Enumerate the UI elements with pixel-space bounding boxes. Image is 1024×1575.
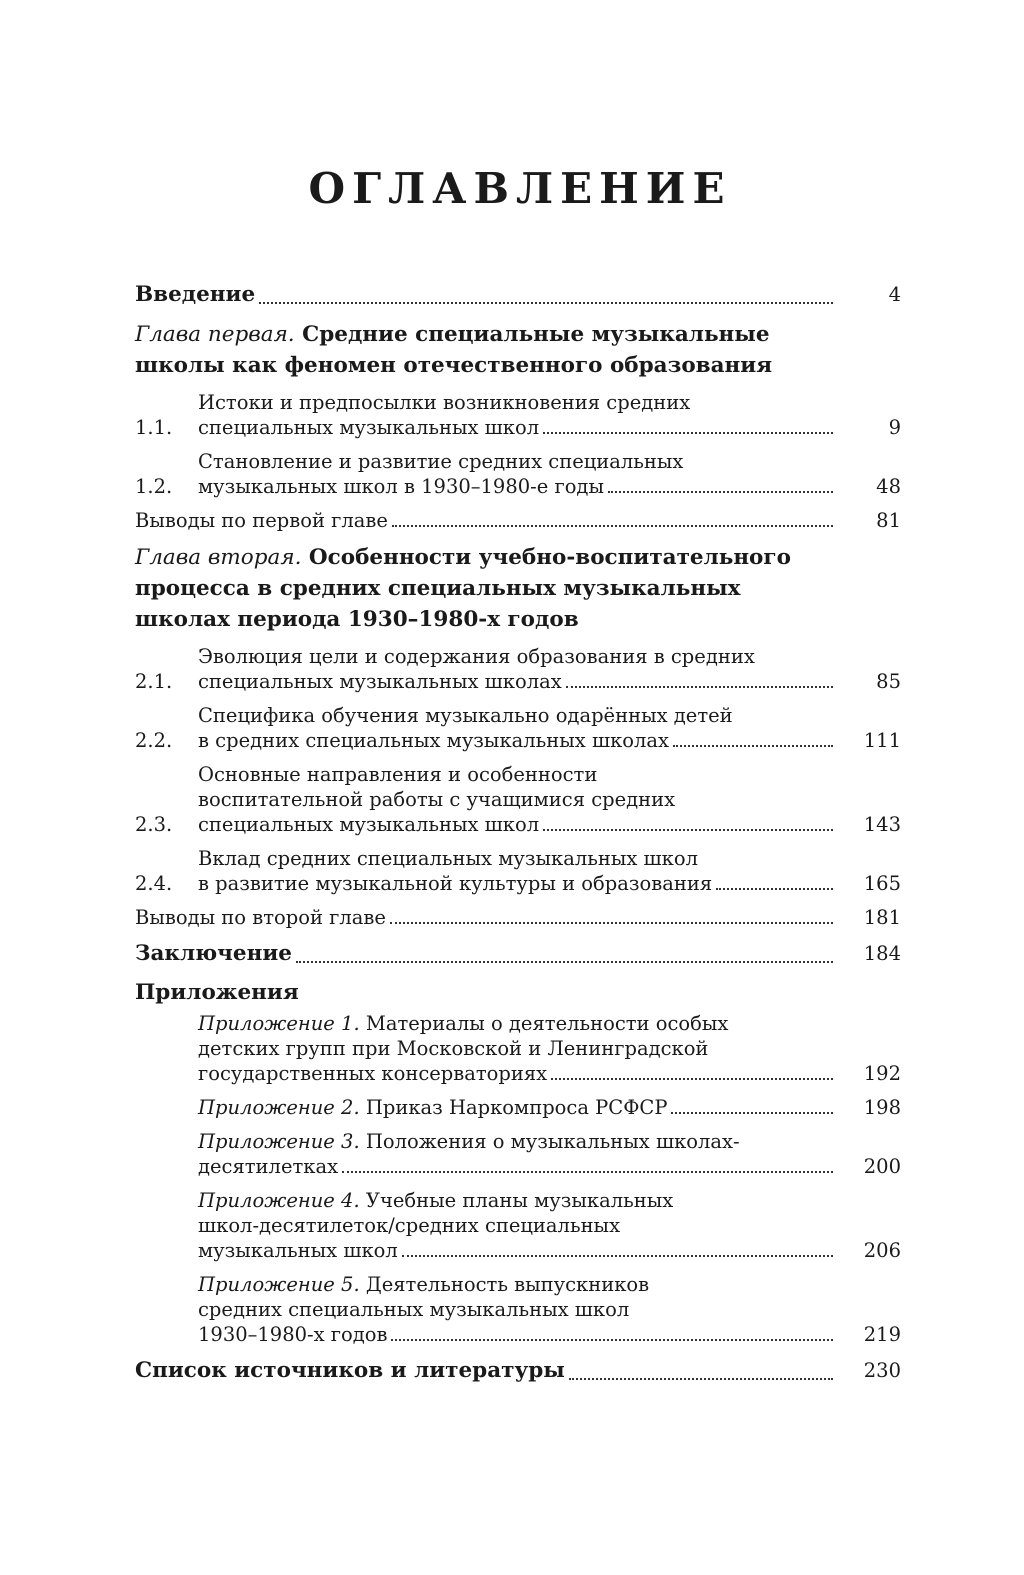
dot-leader [608,491,833,493]
section-title-line: в развитие музыкальной культуры и образования [198,872,713,895]
toc-page-number: 9 [888,416,901,439]
dot-leader [543,829,833,831]
dot-leader [716,888,833,890]
toc-page-number: 198 [863,1096,901,1119]
appendix-title-line: Деятельность выпускников [365,1273,650,1296]
appendix-prefix: Приложение 4. [198,1189,360,1212]
toc-page-number: 165 [863,872,901,895]
section-title-line: специальных музыкальных школ [198,813,540,836]
section-title-line: воспитательной работы с учащимися средних [198,788,676,811]
toc-page-number: 4 [888,283,901,306]
dot-leader [566,686,833,688]
toc-entry-appendix-1[interactable] [135,1011,901,1086]
toc-page-number: 200 [863,1155,901,1178]
appendix-title-line: Приказ Наркомпроса РСФСР [365,1096,668,1119]
appendix-title-line: Положения о музыкальных школах- [365,1130,740,1153]
dot-leader [259,302,833,304]
appendix-title-line: десятилетках [198,1155,339,1178]
appendix-title-line: Учебные планы музыкальных [365,1189,674,1212]
section-number: 2.3. [135,813,173,836]
toc-page-number: 184 [863,942,901,965]
chapter-prefix: Глава первая. [135,322,295,347]
chapter-prefix: Глава вторая. [135,545,302,570]
toc-page-number: 230 [863,1359,901,1382]
dot-leader [402,1255,833,1257]
section-title-line: специальных музыкальных школ [198,416,540,439]
section-number: 2.4. [135,872,173,895]
appendix-prefix: Приложение 1. [198,1012,360,1035]
chapter-2-heading[interactable] [135,542,901,635]
dot-leader [551,1078,833,1080]
appendix-prefix: Приложение 5. [198,1273,360,1296]
toc-page-number: 111 [863,729,901,752]
toc-entry-label: Выводы по второй главе [135,906,386,929]
section-title-line: Истоки и предпосылки возникновения средних [198,391,691,414]
table-of-contents [135,280,901,1386]
toc-entry-1-1[interactable] [135,390,901,440]
toc-entry-label: Список источников и литературы [135,1358,565,1383]
toc-entry-2-3[interactable] [135,762,901,837]
toc-page-number: 81 [876,509,901,532]
section-title-line: в средних специальных музыкальных школах [198,729,670,752]
section-title-line: Основные направления и особенности [198,763,598,786]
appendix-prefix: Приложение 3. [198,1130,360,1153]
toc-entry-bibliography[interactable] [135,1356,901,1386]
dot-leader [671,1112,833,1114]
dot-leader [673,745,833,747]
toc-entry-appendix-3[interactable] [135,1129,901,1179]
dot-leader [392,525,833,527]
toc-entry-label: Введение [135,282,256,307]
toc-entry-1-2[interactable] [135,449,901,499]
toc-page-number: 85 [876,670,901,693]
appendices-heading[interactable]: Приложения [135,980,299,1005]
toc-page-number: 206 [863,1239,901,1262]
dot-leader [569,1378,833,1380]
section-title-line: Становление и развитие средних специальных [198,450,684,473]
section-number: 1.1. [135,416,173,439]
toc-entry-appendix-4[interactable] [135,1188,901,1263]
section-number: 1.2. [135,475,173,498]
appendix-prefix: Приложение 2. [198,1096,360,1119]
section-title-line: Специфика обучения музыкально одарённых детей [198,704,733,727]
section-title-line: специальных музыкальных школах [198,670,562,693]
toc-entry-2-2[interactable] [135,703,901,753]
appendix-title-line: детских групп при Московской и Ленинградской [198,1037,709,1060]
dot-leader [296,961,833,963]
appendix-title-line: музыкальных школ [198,1239,398,1262]
toc-entry-2-4[interactable] [135,846,901,896]
toc-entry-intro[interactable] [135,280,901,310]
toc-page-number: 48 [876,475,901,498]
page-title: ОГЛАВЛЕНИЕ [308,164,732,213]
dot-leader [342,1171,833,1173]
appendix-title-line: средних специальных музыкальных школ [198,1298,630,1321]
dot-leader [543,432,833,434]
chapter-1-heading[interactable] [135,319,901,381]
appendix-title-line: школ-десятилеток/средних специальных [198,1214,621,1237]
section-title-line: Эволюция цели и содержания образования в средних [198,645,755,668]
toc-entry-label: Выводы по первой главе [135,509,388,532]
chapter-title: Особенности учебно-воспитательного процесса в средних специальных музыкальных школах периода 1930–1980-х годов [135,545,791,632]
toc-entry-appendix-5[interactable] [135,1272,901,1347]
toc-page-number: 219 [863,1323,901,1346]
section-title-line: музыкальных школ в 1930–1980-е годы [198,475,604,498]
appendix-title-line: государственных консерваториях [198,1062,548,1085]
section-number: 2.2. [135,729,173,752]
section-title-line: Вклад средних специальных музыкальных школ [198,847,698,870]
toc-entry-conclusion[interactable] [135,939,901,969]
toc-page-number: 181 [863,906,901,929]
dot-leader [391,1339,833,1341]
chapter-title: Средние специальные музыкальные школы как феномен отечественного образования [135,322,773,378]
toc-entry-label: Заключение [135,941,292,966]
toc-entry-chapter-2-conclusion[interactable] [135,905,901,930]
toc-page-number: 143 [863,813,901,836]
toc-page-number: 192 [863,1062,901,1085]
toc-entry-chapter-1-conclusion[interactable] [135,508,901,533]
appendix-title-line: 1930–1980-х годов [198,1323,388,1346]
appendix-title-line: Материалы о деятельности особых [365,1012,729,1035]
toc-entry-appendix-2[interactable] [135,1095,901,1120]
toc-entry-2-1[interactable] [135,644,901,694]
section-number: 2.1. [135,670,173,693]
dot-leader [390,922,833,924]
